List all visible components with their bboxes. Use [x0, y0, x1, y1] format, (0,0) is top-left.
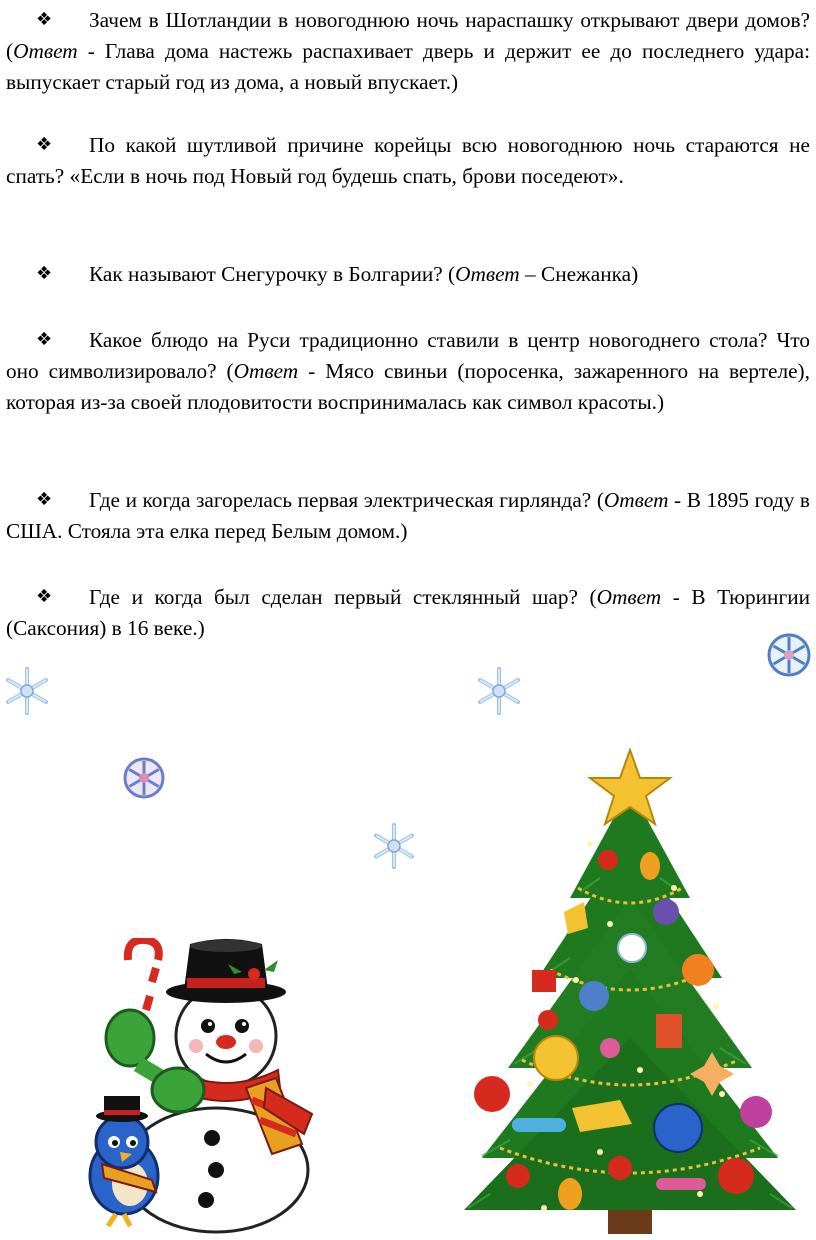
- question-text: Где и когда загорелась первая электрическая гирлянда? (: [89, 488, 604, 512]
- snowman-illustration: [66, 938, 328, 1234]
- question-item: [6, 259, 810, 290]
- snowflake-icon: [122, 756, 166, 800]
- bullet-diamond-icon: ❖: [36, 263, 53, 284]
- question-item: [6, 5, 810, 98]
- question-item: [6, 485, 810, 547]
- question-item: [6, 582, 810, 644]
- question-item: [6, 130, 810, 192]
- question-text: Как называют Снегурочку в Болгарии? (: [89, 262, 456, 286]
- snowflake-icon: [368, 820, 420, 872]
- question-text: Какое блюдо на Руси традиционно ставили в центр новогоднего стола? Что оно символизировало? (: [6, 328, 810, 383]
- answer-text: - В Тюрингии (Саксония) в 16 веке.): [6, 585, 810, 640]
- answer-text: - В 1895 году в США. Стояла эта елка перед Белым домом.): [6, 488, 810, 543]
- answer-label: Ответ: [13, 39, 78, 63]
- snowflake-icon: [472, 664, 526, 718]
- answer-label: Ответ: [233, 359, 299, 383]
- question-text: Зачем в Шотландии в новогоднюю ночь нараспашку открывают двери домов? (: [6, 8, 810, 63]
- bullet-diamond-icon: ❖: [36, 9, 53, 30]
- answer-text: – Снежанка): [519, 262, 639, 286]
- question-item: [6, 325, 810, 418]
- christmas-tree-illustration: [460, 748, 800, 1236]
- bullet-diamond-icon: ❖: [36, 134, 53, 155]
- bullet-diamond-icon: ❖: [36, 586, 53, 607]
- bullet-diamond-icon: ❖: [36, 329, 53, 350]
- bullet-diamond-icon: ❖: [36, 489, 53, 510]
- answer-label: Ответ: [455, 262, 520, 286]
- snowflake-icon: [766, 632, 812, 678]
- answer-label: Ответ: [603, 488, 669, 512]
- answer-label: Ответ: [596, 585, 662, 609]
- answer-text: - Глава дома настежь распахивает дверь и держит ее до последнего удара: выпускает старый год из дома, а новый впускает.): [6, 39, 810, 94]
- question-text: Где и когда был сделан первый стеклянный шар? (: [89, 585, 597, 609]
- question-text: По какой шутливой причине корейцы всю новогоднюю ночь стараются не спать? «Если в ночь под Новый год будешь спать, брови поседеют».: [6, 133, 810, 188]
- answer-text: - Мясо свиньи (поросенка, зажаренного на вертеле), которая из-за своей плодовитости воспринималась как символ красоты.): [6, 359, 810, 414]
- snowflake-icon: [0, 664, 54, 718]
